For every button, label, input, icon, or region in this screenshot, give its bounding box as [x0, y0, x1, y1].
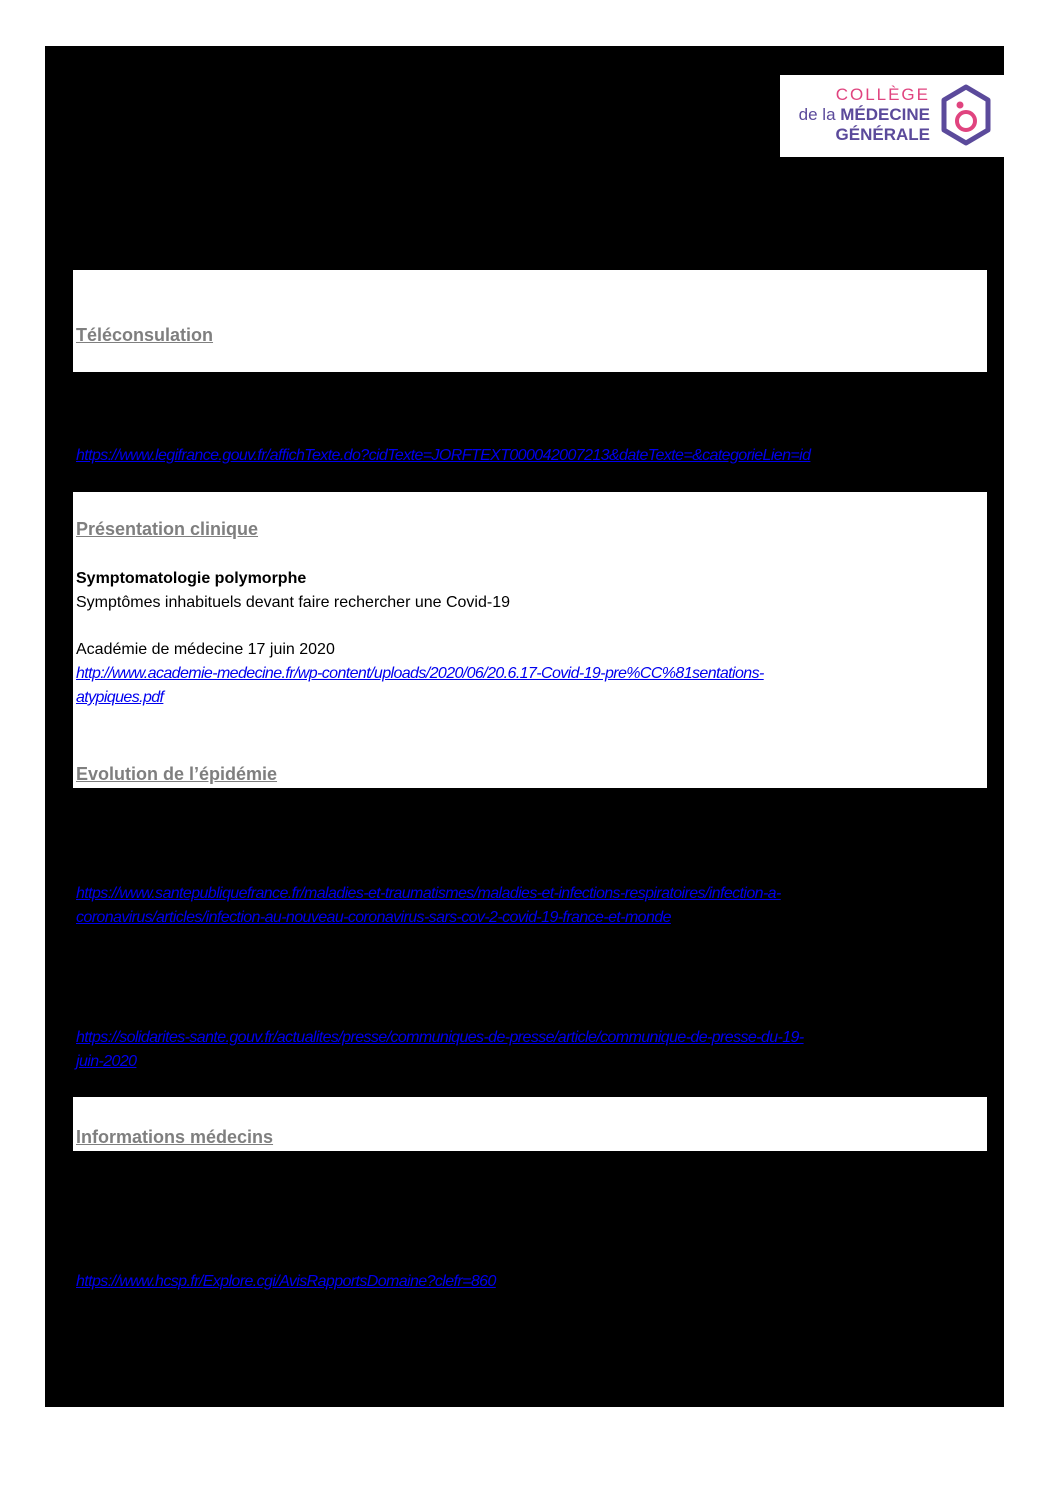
logo-line-2-bold: MÉDECINE — [840, 105, 930, 124]
academie-medecine-link-line-1[interactable]: http://www.academie-medecine.fr/wp-content/uploads/2020/06/20.6.17-Covid-19-pre%CC%81sentations- — [76, 665, 764, 682]
logo-wordmark — [799, 85, 930, 145]
academie-medecine-link-line-2[interactable]: atypiques.pdf — [76, 689, 164, 706]
logo-line-1: COLLÈGE — [835, 85, 930, 104]
logo-line-2-light: de la — [798, 105, 836, 124]
hcsp-link[interactable]: https://www.hcsp.fr/Explore.cgi/AvisRapportsDomaine?clefr=860 — [76, 1273, 496, 1290]
logo-line-2 — [799, 105, 930, 125]
santepubliquefrance-link-line-2[interactable]: coronavirus/articles/infection-au-nouveau-coronavirus-sars-cov-2-covid-19-france-et-monde — [76, 909, 671, 926]
doctors-heading: Informations médecins — [76, 1127, 274, 1147]
solidarites-sante-link-line-1[interactable]: https://solidarites-sante.gouv.fr/actualites/presse/communiques-de-presse/article/communique-de-presse-du-19- — [76, 1029, 804, 1046]
clinical-text: Symptômes inhabituels devant faire rechercher une Covid-19 — [76, 594, 511, 611]
teleconsultation-heading: Téléconsulation — [76, 325, 214, 345]
clinical-subheading: Symptomatologie polymorphe — [76, 570, 307, 587]
legifrance-link[interactable]: https://www.legifrance.gouv.fr/affichTexte.do?cidTexte=JORFTEXT000042007213&dateTexte=&categorieLien=id — [76, 447, 811, 464]
clinical-heading: Présentation clinique — [76, 519, 259, 539]
college-medecine-generale-logo — [780, 75, 1004, 157]
clinical-source: Académie de médecine 17 juin 2020 — [76, 641, 335, 658]
santepubliquefrance-link-line-1[interactable]: https://www.santepubliquefrance.fr/maladies-et-traumatismes/maladies-et-infections-respiratoires/infection-a- — [76, 885, 781, 902]
logo-line-3: GÉNÉRALE — [835, 125, 930, 144]
solidarites-sante-link-line-2[interactable]: juin-2020 — [76, 1053, 137, 1070]
hexagon-logo-icon — [938, 83, 994, 147]
teleconsultation-section-band — [73, 270, 987, 372]
epidemic-heading: Evolution de l’épidémie — [76, 764, 278, 784]
